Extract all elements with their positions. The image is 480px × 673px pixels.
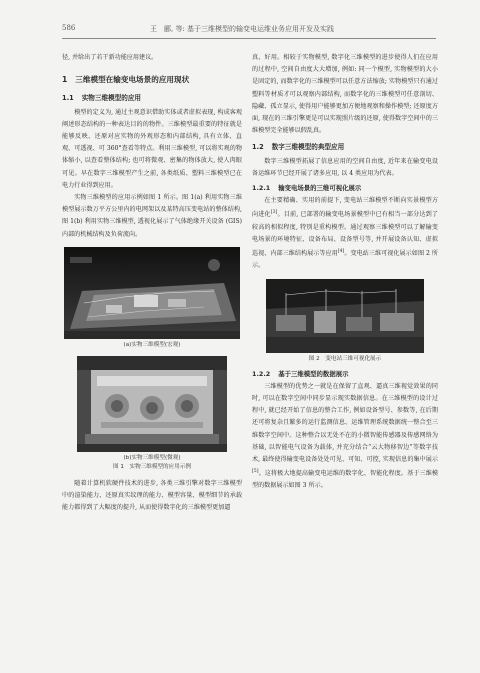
subsection-title: 实物三维模型的应用: [81, 94, 142, 103]
subsubsection-heading-1-2-2: [252, 368, 438, 380]
subsubsection-number: 1.2.2: [252, 369, 271, 378]
citation: [3]: [270, 210, 278, 216]
figure-2-image: [266, 279, 424, 353]
subsection-number: 1.2: [252, 143, 264, 152]
figure-1-caption: 图 1 实物三维模型的应用示例: [112, 463, 192, 470]
citation: [4]: [337, 249, 345, 255]
section-number: 1: [62, 75, 68, 85]
subsubsection-title: 基于三维模型的数据展示: [278, 369, 349, 378]
figure-1b-image: [77, 356, 227, 452]
left-column: [62, 52, 242, 514]
paragraph-text: 。目前, 已部署的输变电场景模型中已有相当一部分达到了较高的相似程度, 特别是重构模型。通过观察三维模型可以了解输变电场景的环境特征、设备布局、设备型号等, 并开展设备认知、虚拟巡视、内部三维结构展示等应用: [252, 211, 438, 258]
figure-1b-caption: (b)实物三维模型(微观): [123, 454, 181, 461]
subsubsection-heading-1-2-1: [252, 182, 438, 194]
paragraph: [252, 195, 438, 272]
subsection-number: 1.1: [62, 94, 74, 103]
right-column: [252, 52, 438, 493]
subsection-heading-1-1: [62, 92, 242, 104]
paragraph: 数字三维模型拓展了信息应用的空间自由度, 近年来在输变电设备运维环节已经开展了诸多应用, 以 4 类应用为代表。: [252, 157, 438, 177]
figure-1a-caption: (a)实物三维模型(宏观): [123, 341, 181, 348]
subsubsection-title: 输变电场景的三维可视化展示: [278, 184, 362, 193]
subsection-heading-1-2: [252, 141, 438, 153]
intro-tail: 径, 并给出了若干新功能应用建议。: [62, 54, 158, 61]
section-title: 三维模型在输变电场景的应用现状: [75, 75, 190, 85]
section-heading-1: [62, 74, 242, 86]
header-rule: [62, 38, 436, 39]
figure-1a-image: [64, 247, 240, 339]
paragraph: 实物三维模型的应用示例如图 1 所示。图 1(a) 利用实物三维模型展示数万平方公里内的电网架以及某特高压变电站的整体结构, 图 1(b) 利用实物三维模型, 透视化展示了气体绝缘开关设备 (GIS) 内部的机械结构及负荷流向。: [62, 194, 242, 238]
paragraph-text: 在主要精确、实用的前提下, 变电站三维模型不断向实景模型方向进化: [252, 197, 438, 219]
figure-2-caption: 图 2 变电站三维可视化展示: [308, 355, 382, 362]
paragraph-text: 三维模型的优势之一就是在保留了直观、逼真三维视觉效果的同时, 可以在数字空间中同步显示现实数据信息。在三维模型的设计过程中, 就已经开始了信息的整合工作, 例如设备型号、参数等, 在后期还可将复杂且繁多的运行监测信息、运维管理系统数据统一整合至三维数字空间中。这种整合以无处不在的小微智能传感器及传感网络为基础, 以智能电气设备为载体, 并充分结合“云大物移智边”等数字技术, 最终使得输变电设备处处可见、可知、可控, 实现信息的集中展示: [252, 382, 438, 463]
paragraph: [252, 381, 438, 493]
page-number: 586: [62, 24, 76, 32]
citation: [5]: [252, 469, 259, 475]
paragraph-text: 。变电站三维可视化展示如图 2 所示。: [252, 250, 438, 270]
subsubsection-number: 1.2.1: [252, 184, 271, 193]
paragraph-continued: 真、好用。相较于实物模型, 数字化三维模型的进步使得人们在应用的过程中, 空间自由度大大增加, 例如: 同一个模型, 实物模型的大小是固定的, 而数字化的三维模型可以任意方法缩放; 实物模型只有通过塑料等材质才可以观察内部结构, 而数字化的三维模型可任意剖切、隐藏、孤立显示, 使得用户能够更加方便地观察和操作模型; 还原度方面, 现在的三维引擎更是可以实现照片级的还原, 使得数字空间中的三维模型完全能够以假乱真。: [252, 54, 438, 135]
subsection-title: 数字三维模型的典型应用: [271, 143, 345, 152]
paragraph: 随着计算机软硬件技术的进步, 各类三维引擎对数字三维模型中的渲染能力、还原真实纹理的能力、模型容量、模型细节的承载能力都得到了大幅度的提升, 从而使得数字化的三维模型更加逼: [62, 479, 242, 512]
running-header: [62, 24, 436, 38]
running-title: 王 郦, 等: 基于三维模型的输变电运维业务应用开发及实践: [150, 25, 335, 33]
paragraph: 模型的定义为, 通过主观意识借助实体或者虚拟表现, 构成客观阐述形态结构的一种表达目的的物件。三维模型最重要的特征就是能够反映、还原对应实物的外观形态和内部结构, 具有立体、直观、可透视、可 360°查看等特点。利用三维模型, 可以将实观的物体缩小, 以查看整体结构; 也可将微观、密集的物体放大, 使人肉眼可见。早在数字三维模型产生之前, 各类纸质、塑料三维模型已在电力行业得到应用。: [62, 108, 242, 189]
paragraph-text: 。这将极大地提高输变电运维的数字化、智能化程度。基于三维模型的数据展示如图 3 所示。: [252, 470, 438, 490]
